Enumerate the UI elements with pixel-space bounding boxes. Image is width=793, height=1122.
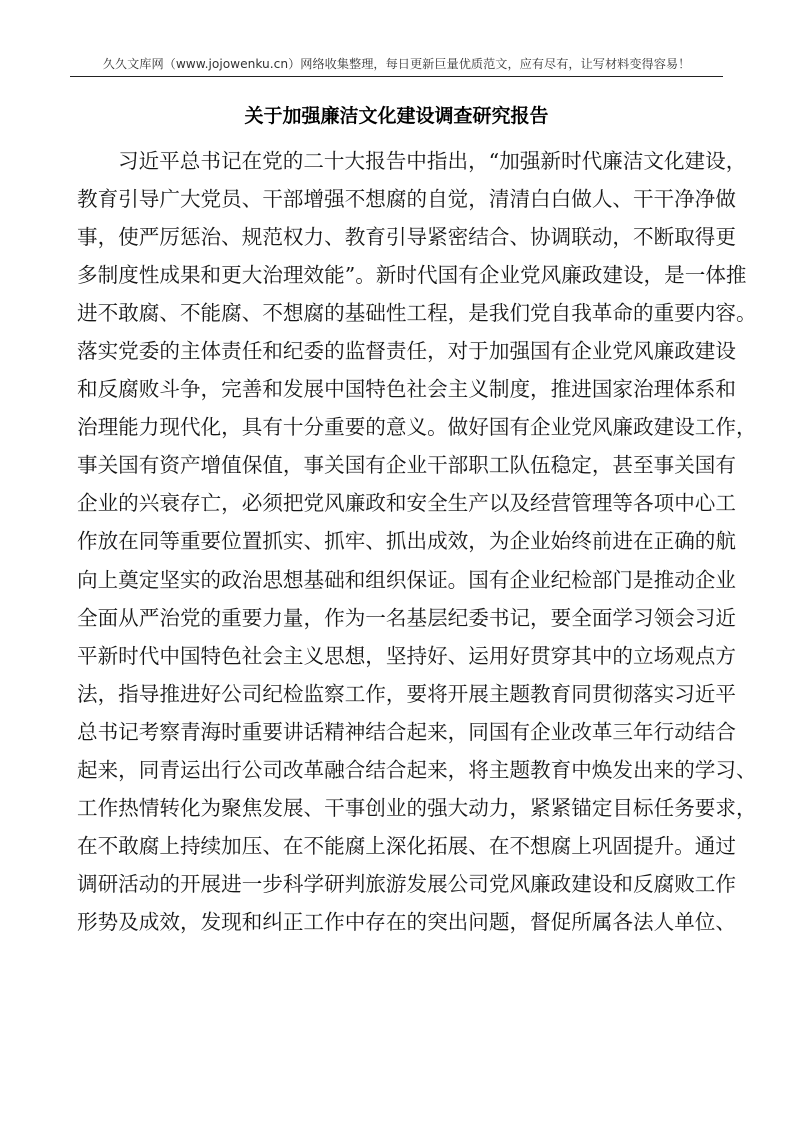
body-paragraph [77,142,757,941]
document-title: 关于加强廉洁文化建设调查研究报告 [244,105,549,127]
text-line: 事，使严厉惩治、规范权力、教育引导紧密结合、协调联动，不断取得更 [77,225,736,250]
text-line: 总书记考察青海时重要讲话精神结合起来，同国有企业改革三年行动结合 [77,719,736,744]
text-line: 多制度性成果和更大治理效能”。新时代国有企业党风廉政建设，是一体推 [77,263,747,288]
text-line: 和反腐败斗争，完善和发展中国特色社会主义制度，推进国家治理体系和 [77,377,736,402]
text-line: 形势及成效，发现和纠正工作中存在的突出问题，督促所属各法人单位、 [77,909,736,934]
text-line: 法，指导推进好公司纪检监察工作，要将开展主题教育同贯彻落实习近平 [77,681,736,706]
text-line: 向上奠定坚实的政治思想基础和组织保证。国有企业纪检部门是推动企业 [77,567,736,592]
header-text: 久久文库网（www.jojowenku.cn）网络收集整理，每日更新巨量优质范文，应有尽有，让写材料变得容易！ [102,57,691,71]
text-line: 在不敢腐上持续加压、在不能腐上深化拓展、在不想腐上巩固提升。通过 [77,833,736,858]
text-line: 治理能力现代化，具有十分重要的意义。做好国有企业党风廉政建设工作， [77,415,757,440]
text-line: 平新时代中国特色社会主义思想，坚持好、运用好贯穿其中的立场观点方 [77,643,736,668]
text-line: 调研活动的开展进一步科学研判旅游发展公司党风廉政建设和反腐败工作 [77,871,736,896]
text-line: 企业的兴衰存亡，必须把党风廉政和安全生产以及经营管理等各项中心工 [77,491,736,516]
page-header [70,54,723,77]
text-line: 教育引导广大党员、干部增强不想腐的自觉，清清白白做人、干干净净做 [77,187,736,212]
text-line: 工作热情转化为聚焦发展、干事创业的强大动力，紧紧锚定目标任务要求， [77,795,757,820]
text-line: 起来，同青运出行公司改革融合结合起来，将主题教育中焕发出来的学习、 [77,757,757,782]
text-line: 习近平总书记在党的二十大报告中指出，“加强新时代廉洁文化建设， [118,149,747,173]
text-line: 进不敢腐、不能腐、不想腐的基础性工程，是我们党自我革命的重要内容。 [77,301,757,326]
text-line: 落实党委的主体责任和纪委的监督责任，对于加强国有企业党风廉政建设 [77,339,736,364]
text-line: 全面从严治党的重要力量，作为一名基层纪委书记，要全面学习领会习近 [77,605,736,630]
text-line: 作放在同等重要位置抓实、抓牢、抓出成效，为企业始终前进在正确的航 [77,529,736,554]
text-line: 事关国有资产增值保值，事关国有企业干部职工队伍稳定，甚至事关国有 [77,453,736,478]
